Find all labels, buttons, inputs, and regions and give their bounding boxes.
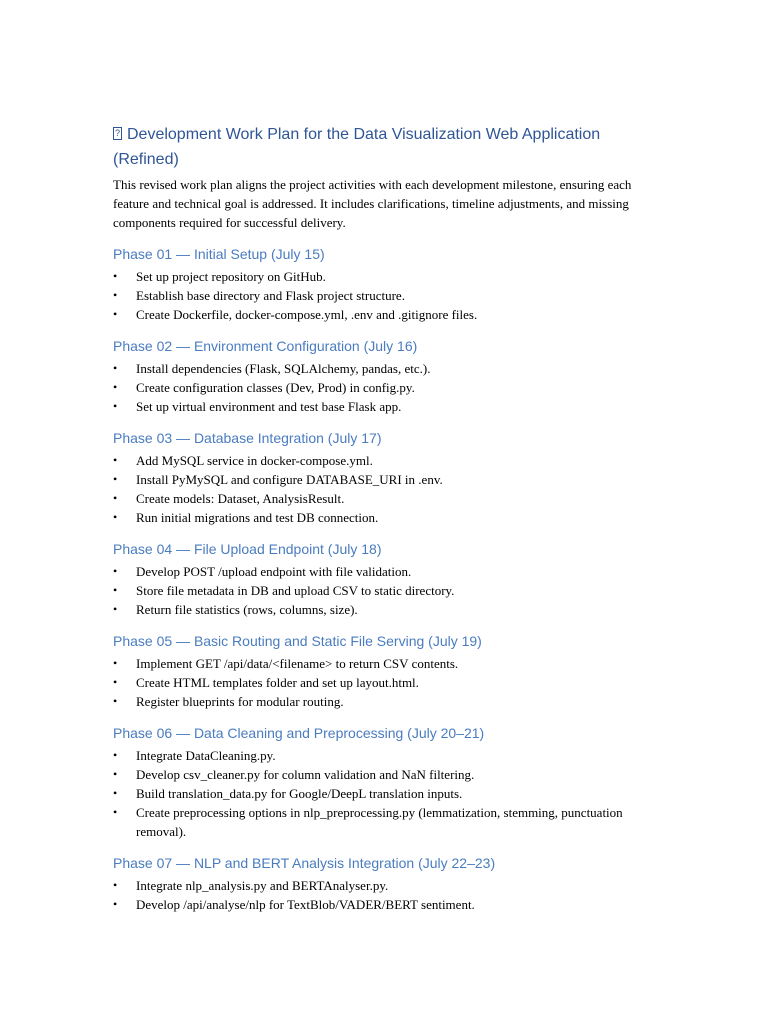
task-text: Set up project repository on GitHub. <box>136 269 326 284</box>
unrecognized-glyph-icon <box>113 127 122 140</box>
phase-section <box>113 854 653 914</box>
bullet-icon: • <box>113 767 118 781</box>
task-item <box>113 451 653 470</box>
task-text: Build translation_data.py for Google/DeepL translation inputs. <box>136 786 463 801</box>
task-text: Create configuration classes (Dev, Prod) in config.py. <box>136 380 415 395</box>
task-text: Register blueprints for modular routing. <box>136 694 344 709</box>
document-page <box>113 122 653 914</box>
phase-task-list <box>113 654 653 711</box>
phase-heading: Phase 07 — NLP and BERT Analysis Integration (July 22–23) <box>113 855 496 871</box>
task-text: Create HTML templates folder and set up layout.html. <box>136 675 419 690</box>
task-item <box>113 378 653 397</box>
task-item <box>113 784 653 803</box>
bullet-icon: • <box>113 805 118 819</box>
phase-heading: Phase 04 — File Upload Endpoint (July 18) <box>113 541 382 557</box>
bullet-icon: • <box>113 786 118 800</box>
task-item <box>113 673 653 692</box>
bullet-icon: • <box>113 897 118 911</box>
phase-task-list <box>113 876 653 914</box>
task-text: Run initial migrations and test DB connection. <box>136 510 379 525</box>
task-text: Return file statistics (rows, columns, size). <box>136 602 358 617</box>
task-item <box>113 359 653 378</box>
document-title <box>113 122 653 172</box>
bullet-icon: • <box>113 694 118 708</box>
task-item <box>113 803 653 841</box>
task-item <box>113 692 653 711</box>
bullet-icon: • <box>113 361 118 375</box>
intro-paragraph: This revised work plan aligns the project activities with each development milestone, ensuring each feature and technical goal is addressed. It includes clarifications, timeline adjustments, and missing components required for successful delivery. <box>113 177 632 230</box>
task-text: Establish base directory and Flask project structure. <box>136 288 405 303</box>
phase-heading: Phase 06 — Data Cleaning and Preprocessing (July 20–21) <box>113 725 485 741</box>
task-item <box>113 470 653 489</box>
bullet-icon: • <box>113 399 118 413</box>
phase-task-list <box>113 746 653 841</box>
task-text: Develop POST /upload endpoint with file validation. <box>136 564 412 579</box>
task-text: Develop /api/analyse/nlp for TextBlob/VADER/BERT sentiment. <box>136 897 475 912</box>
bullet-icon: • <box>113 878 118 892</box>
bullet-icon: • <box>113 656 118 670</box>
task-item <box>113 654 653 673</box>
task-item <box>113 286 653 305</box>
phase-section <box>113 724 653 841</box>
task-text: Integrate nlp_analysis.py and BERTAnalyser.py. <box>136 878 389 893</box>
task-item <box>113 489 653 508</box>
bullet-icon: • <box>113 602 118 616</box>
task-text: Install dependencies (Flask, SQLAlchemy, pandas, etc.). <box>136 361 431 376</box>
phase-section <box>113 632 653 711</box>
task-text: Add MySQL service in docker-compose.yml. <box>136 453 373 468</box>
task-text: Create Dockerfile, docker-compose.yml, .env and .gitignore files. <box>136 307 478 322</box>
task-item <box>113 267 653 286</box>
bullet-icon: • <box>113 380 118 394</box>
phase-list <box>113 245 653 914</box>
task-text: Install PyMySQL and configure DATABASE_URI in .env. <box>136 472 443 487</box>
phase-task-list <box>113 359 653 416</box>
task-item <box>113 581 653 600</box>
phase-section <box>113 540 653 619</box>
bullet-icon: • <box>113 748 118 762</box>
task-item <box>113 562 653 581</box>
task-item <box>113 600 653 619</box>
task-text: Create models: Dataset, AnalysisResult. <box>136 491 345 506</box>
phase-heading: Phase 01 — Initial Setup (July 15) <box>113 246 325 262</box>
bullet-icon: • <box>113 510 118 524</box>
document-title-text: Development Work Plan for the Data Visualization Web Application (Refined) <box>113 126 601 168</box>
task-item <box>113 397 653 416</box>
task-item <box>113 876 653 895</box>
phase-task-list <box>113 451 653 527</box>
phase-section <box>113 429 653 527</box>
bullet-icon: • <box>113 269 118 283</box>
task-item <box>113 746 653 765</box>
bullet-icon: • <box>113 307 118 321</box>
task-item <box>113 305 653 324</box>
task-text: Develop csv_cleaner.py for column validation and NaN filtering. <box>136 767 475 782</box>
task-item <box>113 508 653 527</box>
task-text: Set up virtual environment and test base Flask app. <box>136 399 402 414</box>
bullet-icon: • <box>113 583 118 597</box>
bullet-icon: • <box>113 491 118 505</box>
task-text: Integrate DataCleaning.py. <box>136 748 276 763</box>
phase-section <box>113 245 653 324</box>
task-item <box>113 895 653 914</box>
task-item <box>113 765 653 784</box>
phase-section <box>113 337 653 416</box>
task-text: Create preprocessing options in nlp_preprocessing.py (lemmatization, stemming, punctuation removal). <box>136 805 623 839</box>
bullet-icon: • <box>113 564 118 578</box>
bullet-icon: • <box>113 675 118 689</box>
phase-task-list <box>113 267 653 324</box>
bullet-icon: • <box>113 472 118 486</box>
phase-task-list <box>113 562 653 619</box>
bullet-icon: • <box>113 288 118 302</box>
task-text: Store file metadata in DB and upload CSV to static directory. <box>136 583 455 598</box>
phase-heading: Phase 05 — Basic Routing and Static File Serving (July 19) <box>113 633 482 649</box>
bullet-icon: • <box>113 453 118 467</box>
phase-heading: Phase 02 — Environment Configuration (July 16) <box>113 338 418 354</box>
task-text: Implement GET /api/data/<filename> to return CSV contents. <box>136 656 459 671</box>
phase-heading: Phase 03 — Database Integration (July 17) <box>113 430 382 446</box>
